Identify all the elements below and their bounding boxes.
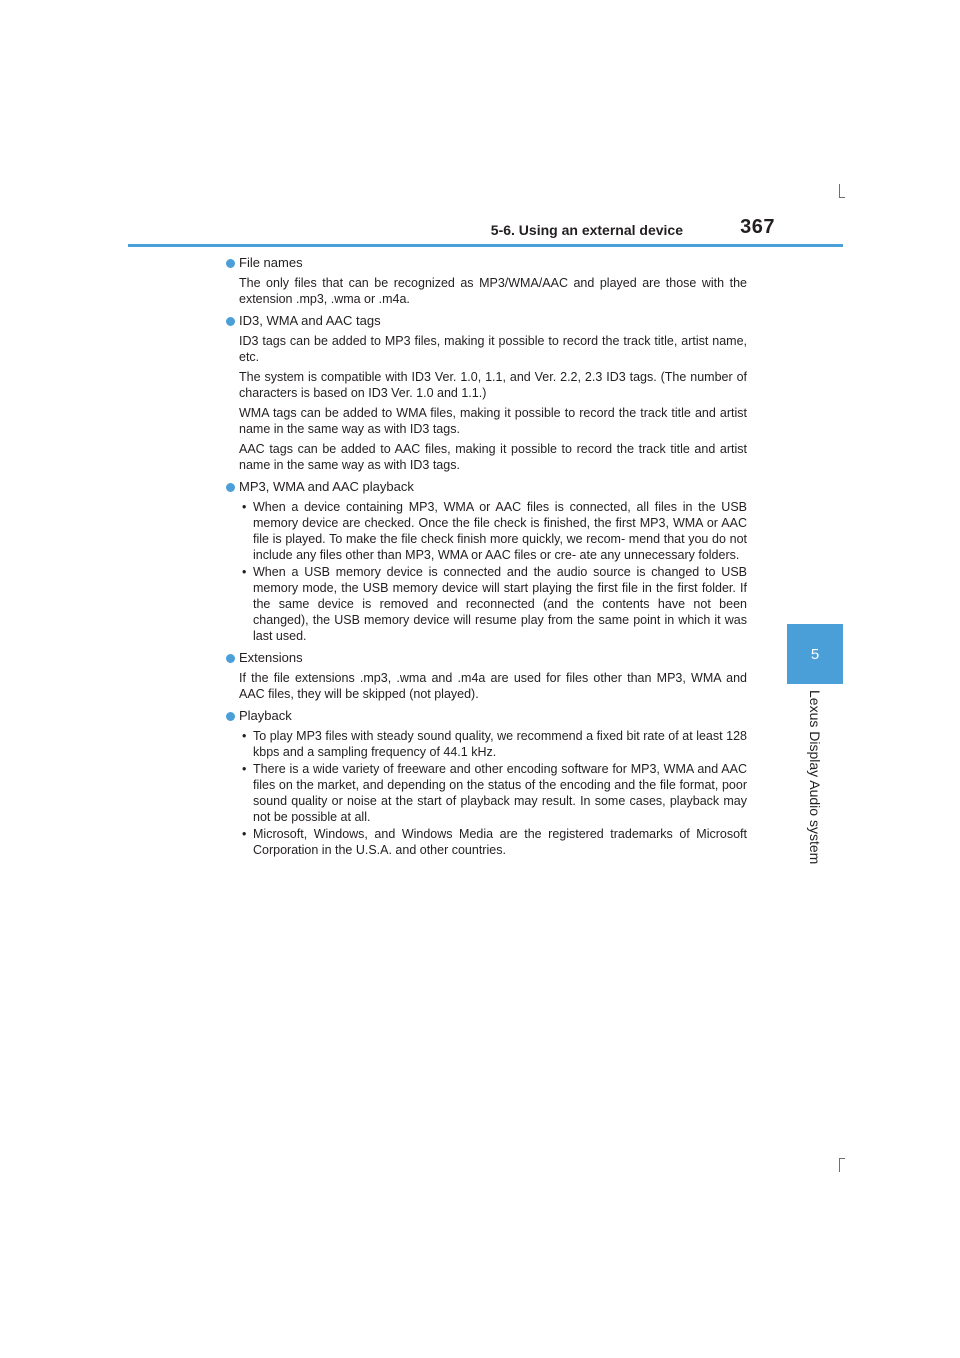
sub-item [239, 728, 747, 760]
sub-bullet-icon: • [242, 762, 247, 776]
paragraph: If the file extensions .mp3, .wma and .m4a are used for files other than MP3, WMA and AAC files, they will be skipped (not played). [239, 671, 747, 701]
sub-item-text: When a device containing MP3, WMA or AAC files is connected, all files in the USB memory device are checked. Once the file check is finished, the first MP3, WMA or AAC file is played. To make the file check finish more quickly, we recom- mend that you do not include any files other than MP3, WMA or AAC files or cre- ate any unnecessary folders. [253, 500, 747, 562]
sub-item [239, 499, 747, 563]
item-heading: ID3, WMA and AAC tags [239, 313, 381, 328]
bullet-icon [226, 259, 235, 268]
sub-item [239, 826, 747, 858]
sub-bullet-icon: • [242, 565, 247, 579]
crop-mark-top-tick [839, 197, 845, 198]
header-rule [128, 244, 843, 247]
list-item-file-names [225, 253, 747, 307]
sub-item-text: When a USB memory device is connected and the audio source is changed to USB memory mode, the USB memory device will start playing the first file in the first folder. If the same device is removed and reconnected (and the contents have not been changed), the USB memory device will resume play from the same point in which it was last used. [253, 565, 747, 643]
sub-item [239, 564, 747, 644]
chapter-tab [787, 624, 843, 684]
sub-item [239, 761, 747, 825]
bullet-icon [226, 317, 235, 326]
bullet-icon [226, 654, 235, 663]
page-header [128, 212, 843, 246]
sub-item-text: To play MP3 files with steady sound quality, we recommend a fixed bit rate of at least 128 kbps and a sampling frequency of 44.1 kHz. [253, 729, 747, 759]
list-item-playback [225, 706, 747, 858]
crop-mark-bottom-tick [839, 1158, 845, 1159]
chapter-number: 5 [810, 645, 820, 663]
sub-item-text: Microsoft, Windows, and Windows Media are the registered trademarks of Microsoft Corporation in the U.S.A. and other countries. [253, 827, 747, 857]
sub-bullet-icon: • [242, 500, 247, 514]
bullet-icon [226, 712, 235, 721]
item-heading: MP3, WMA and AAC playback [239, 479, 414, 494]
sub-bullet-icon: • [242, 729, 247, 743]
crop-mark-bottom [839, 1158, 840, 1172]
paragraph: The system is compatible with ID3 Ver. 1.0, 1.1, and Ver. 2.2, 2.3 ID3 tags. (The number of characters is based on ID3 Ver. 1.0 and 1.1.) [239, 370, 747, 400]
list-item-extensions [225, 648, 747, 702]
paragraph: ID3 tags can be added to MP3 files, making it possible to record the track title, artist name, etc. [239, 334, 747, 364]
paragraph: AAC tags can be added to AAC files, making it possible to record the track title and artist name in the same way as with ID3 tags. [239, 442, 747, 472]
list-item-tags [225, 311, 747, 473]
paragraph: WMA tags can be added to WMA files, making it possible to record the track title and artist name in the same way as with ID3 tags. [239, 406, 747, 436]
page-content [225, 253, 747, 862]
item-heading: File names [239, 255, 303, 270]
page-number: 367 [740, 216, 775, 238]
bullet-icon [226, 483, 235, 492]
item-heading: Playback [239, 708, 292, 723]
chapter-title: Lexus Display Audio system [807, 690, 823, 865]
paragraph: The only files that can be recognized as MP3/WMA/AAC and played are those with the extension .mp3, .wma or .m4a. [239, 276, 747, 306]
sub-bullet-icon: • [242, 827, 247, 841]
item-heading: Extensions [239, 650, 303, 665]
section-title: 5-6. Using an external device [490, 222, 683, 238]
crop-mark-top [839, 184, 840, 198]
list-item-playback-formats [225, 477, 747, 644]
sub-item-text: There is a wide variety of freeware and other encoding software for MP3, WMA and AAC files on the market, and depending on the status of the encoding and the file format, poor sound quality or noise at the start of playback may result. In some cases, playback may not be possible at all. [253, 762, 747, 824]
